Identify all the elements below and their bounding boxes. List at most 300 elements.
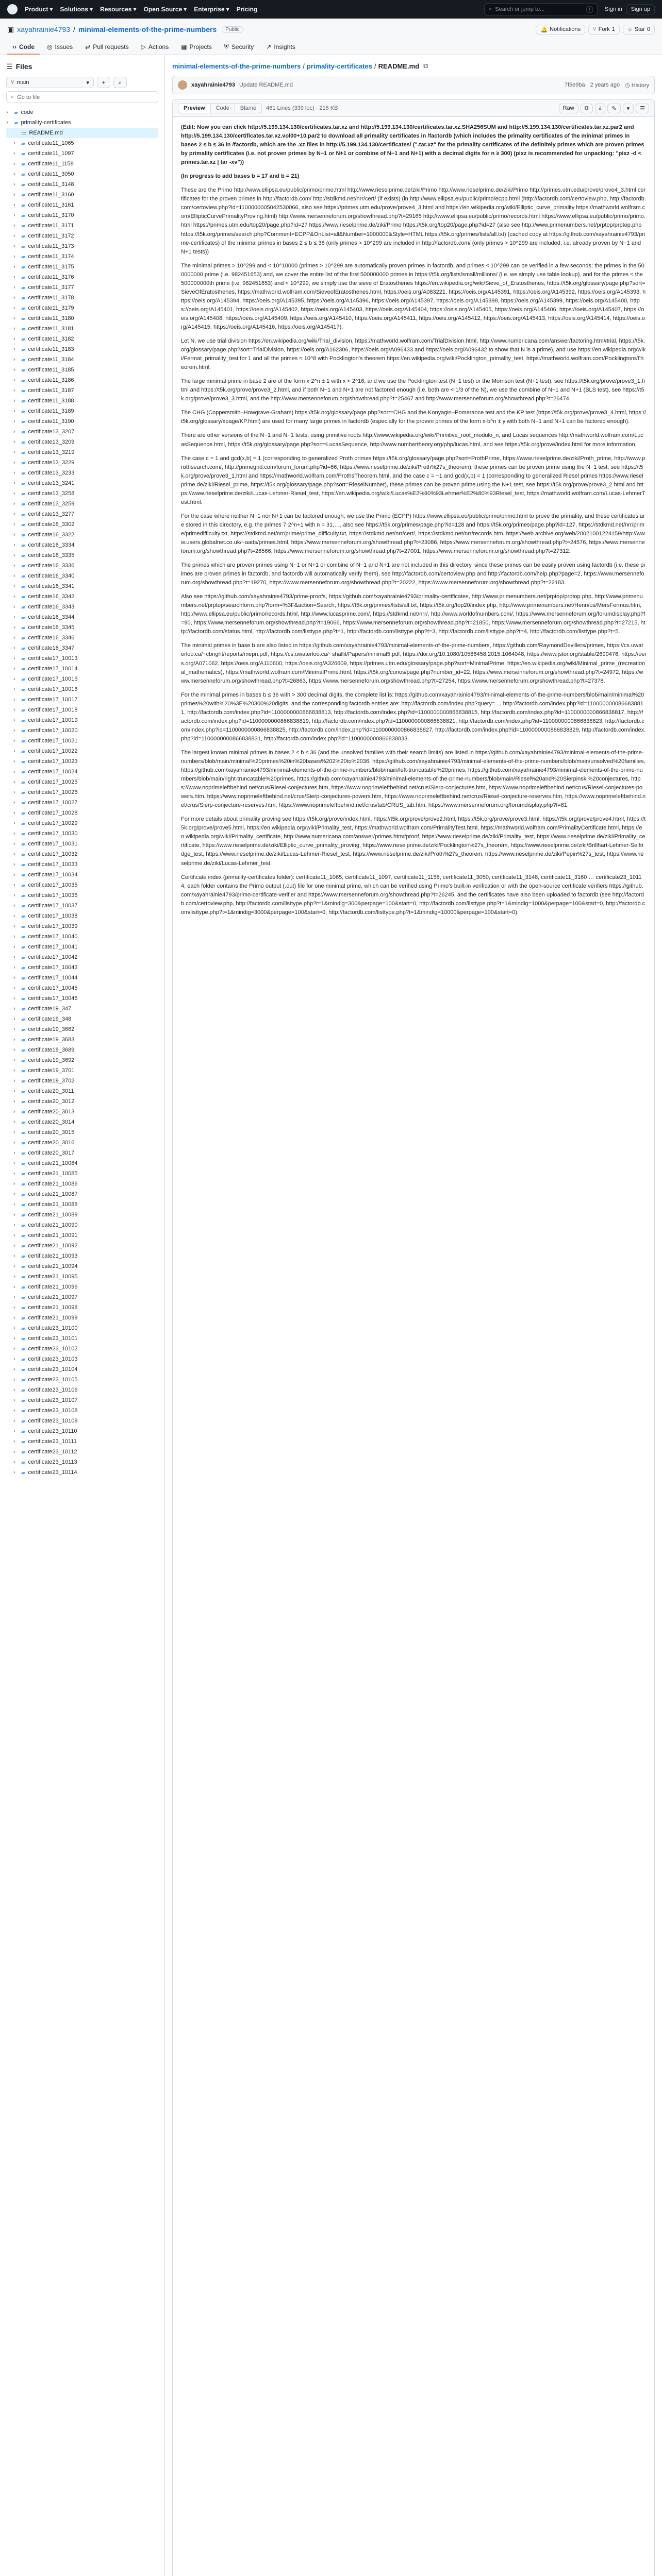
repo-tabs [7,39,655,55]
tree-item[interactable] [6,385,158,396]
chevron-right-icon: › [13,645,15,651]
tree-item[interactable] [6,1416,158,1426]
folder-icon: ▰ [21,655,26,662]
tree-item[interactable] [6,633,158,643]
tree-item[interactable] [6,509,158,519]
tree-item-label: certificate23_10104 [28,1366,78,1372]
tree-item[interactable] [6,396,158,406]
sidebar-collapse-icon[interactable]: ☰ [6,62,13,71]
chevron-right-icon: › [13,1387,15,1393]
tree-item[interactable] [6,1210,158,1220]
tree-item[interactable] [6,1302,158,1313]
tree-item[interactable] [6,777,158,787]
tree-item-label: certificate21_10092 [28,1243,78,1249]
tree-item[interactable] [6,1354,158,1364]
tree-item[interactable] [6,664,158,674]
folder-icon: ▰ [21,882,26,889]
chevron-right-icon: › [13,1284,15,1290]
chevron-right-icon: › [13,707,15,713]
tree-item-label: certificate16_3341 [28,583,75,589]
tree-item[interactable] [6,200,158,210]
commit-time: 2 years ago [590,81,620,88]
chevron-right-icon: › [13,604,15,610]
tree-item[interactable] [6,1138,158,1148]
chevron-right-icon: › [13,841,15,847]
folder-icon: ▰ [21,532,26,538]
chevron-right-icon: › [13,1263,15,1269]
chevron-right-icon: › [13,1129,15,1136]
tree-item-label: certificate17_10027 [28,800,78,806]
tree-item-label: certificate21_10088 [28,1201,78,1208]
chevron-right-icon: › [13,1067,15,1074]
chevron-right-icon: › [13,1191,15,1197]
tree-item[interactable] [6,251,158,262]
nav-pricing[interactable]: Pricing [236,6,258,13]
tree-item[interactable] [6,293,158,303]
tree-item[interactable] [6,798,158,808]
tab-insights[interactable]: ↗ Insights [266,43,295,50]
more-options-icon[interactable]: ▾ [623,104,634,113]
tree-item[interactable] [6,1024,158,1035]
sign-up-button[interactable]: Sign up [626,4,655,14]
tree-item-label: certificate23_10105 [28,1377,78,1383]
tree-item[interactable] [6,1148,158,1158]
chevron-right-icon: › [13,264,15,270]
file-meta: 461 Lines (339 loc) · 215 KB [266,105,338,111]
tree-item-label: certificate16_3342 [28,594,75,600]
breadcrumb-dir-link[interactable]: primality-certificates [306,62,372,70]
tree-item[interactable] [6,1241,158,1251]
tree-item[interactable] [6,1436,158,1447]
tree-item-label: certificate19_3689 [28,1047,75,1053]
tree-item[interactable] [6,591,158,602]
tree-item[interactable] [6,674,158,684]
folder-icon: ▰ [21,357,26,363]
tree-item[interactable] [6,839,158,849]
tree-item[interactable] [6,828,158,839]
files-title: Files [15,62,32,71]
tree-item[interactable] [6,210,158,221]
tree-item-label: certificate17_10039 [28,923,78,929]
tree-item[interactable] [6,354,158,365]
tree-item[interactable] [6,859,158,870]
tree-item-label: certificate21_10098 [28,1304,78,1311]
tree-item-label: certificate23_10113 [28,1459,77,1465]
tree-item[interactable] [6,437,158,447]
folder-icon: ▰ [21,212,26,219]
tree-item[interactable] [6,1364,158,1375]
tree-item[interactable] [6,447,158,457]
tree-item[interactable] [6,1447,158,1457]
tree-item[interactable] [6,221,158,231]
folder-icon: ▰ [21,346,26,353]
tab-projects[interactable]: ▦ Projects [181,43,212,50]
chevron-right-icon: › [13,1026,15,1032]
readme-paragraph: The largest known minimal primes in bases 2 ≤ b ≤ 36 (and the unsolved families with their search limits) are listed in https://github.com/xayahrainie4793/minimal-elements-of-the-prime-numbers/blob/main/minimal%20primes%20in%20bases%202%20to%2036, https://github.com/xayahrainie4793/minimal-elements-of-the-prime-numbers/blob/main/unsolved%20families, https://github.com/xayahrainie4793/minimal-elements-of-the-prime-numbers/blob/main/left-truncatable%20primes, https://github.com/xayahrainie4793/minimal-elements-of-the-prime-numbers/blob/main/right-truncatable%20primes, https://github.com/xayahrainie4793/minimal-elements-of-the-prime-numbers/blob/main/Riesel%20and%20Sierpinski%20conjectures, https://www.noprimeleftbehind.net/crus/Riesel-conjectures.htm, https://www.noprimeleftbehind.net/crus/Sierp-conjectures.htm, https://www.noprimeleftbehind.net/crus/Riesel-conjectures-powers.htm, https://www.noprimeleftbehind.net/crus/Sierp-conjectures-powers.htm, https://www.noprimeleftbehind.net/crus/Riesel-conjecture-reserves.htm, https://www.noprimeleftbehind.net/crus/Sierp-conjecture-reserves.htm, https://www.noprimeleftbehind.net/crus/tab/CRUS_tab.htm, https://www.mersenneforum.org/forumdisplay.php?f=81. [181,749,646,809]
tree-item[interactable] [6,1086,158,1096]
raw-button[interactable]: Raw [559,104,578,113]
tree-item[interactable] [6,499,158,509]
folder-icon: ▰ [21,1222,26,1229]
tree-item[interactable] [6,1272,158,1282]
chevron-right-icon: › [13,1469,15,1476]
tree-item[interactable] [6,952,158,962]
tree-item-label: certificate11_3187 [28,387,74,394]
chevron-right-icon: › [13,831,15,837]
tree-item[interactable] [6,1467,158,1478]
fork-button[interactable]: ⑂ Fork 1 [588,25,620,35]
download-icon[interactable]: ⤓ [595,104,606,113]
tree-item[interactable] [6,890,158,901]
tree-item[interactable] [6,1189,158,1199]
tree-item[interactable] [6,746,158,756]
folder-icon: ▰ [21,429,26,435]
tree-item-label: certificate11_3176 [28,274,74,280]
folder-icon: ▰ [21,1284,26,1291]
tree-item-label: certificate17_10013 [28,655,78,662]
tree-item[interactable] [6,1127,158,1138]
history-icon: ◷ [625,82,630,89]
tree-item[interactable] [6,1375,158,1385]
tree-item[interactable] [6,715,158,725]
tree-item-label: certificate11_3174 [28,253,74,260]
tree-item[interactable] [6,1035,158,1045]
tree-item[interactable] [6,179,158,190]
tree-item[interactable] [6,622,158,633]
chevron-right-icon: › [13,923,15,929]
tree-item[interactable] [6,169,158,179]
chevron-right-icon: › [13,1315,15,1321]
tree-item[interactable] [6,1004,158,1014]
tree-item[interactable] [6,1344,158,1354]
chevron-down-icon: ▾ [86,79,89,86]
tree-item[interactable] [6,756,158,767]
folder-icon: ▰ [21,697,26,703]
folder-icon: ▰ [21,1397,26,1404]
tree-item[interactable] [6,901,158,911]
chevron-right-icon: › [13,1140,15,1146]
tree-item[interactable] [6,973,158,983]
folder-icon: ▰ [21,1346,26,1352]
tree-item[interactable] [6,818,158,828]
branch-select[interactable]: ⑂ main ▾ [6,77,94,88]
branch-icon: ⑂ [11,79,14,86]
folder-icon: ▰ [21,563,26,569]
tree-item[interactable] [6,148,158,159]
chevron-right-icon: › [13,150,15,157]
folder-icon: ▰ [21,604,26,611]
tree-item[interactable] [6,416,158,427]
tree-item[interactable] [6,870,158,880]
readme-paragraph: Let N, we use trial division https://en.wikipedia.org/wiki/Trial_division, https://mathworld.wolfram.com/TrialDivision.html, http://www.numericana.com/answer/factoring.htm#trial, https://t5k.org/glossary/page.php?sort=TrialDivision, https://oeis.org/A162306, https://oeis.org/A096433 and https://oeis.org/A096432 to show that N is a prime), and use https://en.wikipedia.org/wiki/Fermat_primality_test for 1 and all the primes < 10^8 with Pocklington’s theorem https://en.wikipedia.org/wiki/Pocklington_primality_test, https://mathworld.wolfram.com/PocklingtonsTheorem.html. [181,338,646,371]
tree-item[interactable] [6,365,158,375]
graph-icon: ↗ [266,43,272,50]
readme-paragraph: These are the Primo http://www.ellipsa.eu/public/primo/primo.html http://www.rieselprime.de/ziki/Primo http://www.rieselprime.de/ziki/Primo http://primes.utm.edu/prove/prove4_3.html certificates for the proven primes in http://factordb.com/ http://stdkmd.net/nrr/cert/ (if exists) (in http://www.ellipsa.eu/public/primo/ecpp.html (http://factordb.com/certoview.php, http://factordb.com/certoview.php?id=1100000005042530066, also see https://primes.utm.edu/prove/prove4_3.html and https://en.wikipedia.org/wiki/Elliptic_curve_primality https://mathworld.wolfram.com/EllipticCurvePrimalityProving.html) http://www.mersenneforum.org/showthread.php?t=29165 http://www.ellipsa.eu/public/primo/records.html https://www.ellipsa.eu/public/primo/primo.html https://primes.utm.edu/top20/page.php?id=27 https://www.rieselprime.de/ziki/Primo https://t5k.org/top20/page.php?id=27 (also see http://www.primenumbers.net/prptop/prptop.php https://t5k.org/primes/search.php?Comment=ECPP&OnList=all&Number=1000000&Style=HTML https://t5k.org/primes/lists/all.txt) (cached copy at https://github.com/xayahrainie4793/prime-certificates) of the minimal primes in bases 2 ≤ b ≤ 36 (only primes > 10^299 are included in http://factordb.com/ (only primes > 10^299 are included, i.e. already proven by N−1 and N+1 tests)) [181,187,646,255]
tree-item-label: certificate23_10109 [28,1418,78,1424]
readme-paragraph: There are other versions of the N−1 and N+1 tests, using primitive roots http://www.wikipedia.org/wiki/Primitive_root_modulo_n, and Lucas sequences http://mathworld.wolfram.com/LucasSequence.html, https://t5k.org/glossary/page.php?sort=LucasSequence, http://www.numbertheory.org/php/lucas.html, and see https://t5k.org/prove/index.html for more information. [181,432,643,448]
folder-icon: ▰ [21,418,26,425]
chevron-right-icon: › [13,1212,15,1218]
tree-item-label: certificate11_3188 [28,398,74,404]
sign-in-link[interactable]: Sign in [605,6,622,12]
tree-item[interactable] [6,1426,158,1436]
tree-item[interactable] [6,488,158,499]
tree-item[interactable] [6,1457,158,1467]
tree-item[interactable] [6,705,158,715]
tree-item[interactable] [6,1199,158,1210]
readme-paragraph: The primes which are proven primes using N−1 or N+1 or combine of N−1 and N+1 are not included in this directory, since these primes can be easily proven using factordb (i.e. these primes are proven primes in factordb, and factordb will automatically verify them), see http://factordb.com/certoview.php and http://factordb.com/help.php?page=2, https://www.mersenneforum.org/showthread.php?t=19270, https://www.mersenneforum.org/showthread.php?t=20222, https://www.mersenneforum.org/showthread.php?t=22183. [181,562,646,586]
tree-item[interactable] [6,725,158,736]
tree-item[interactable] [6,138,158,148]
copy-raw-icon[interactable]: ⧉ [581,104,593,113]
tree-item[interactable] [6,334,158,344]
search-files-button[interactable] [113,77,127,88]
tree-item[interactable] [6,1333,158,1344]
tree-item[interactable] [6,117,158,128]
edit-icon[interactable]: ✎ [607,104,620,113]
preview-tab[interactable]: Preview [178,104,211,113]
code-tab[interactable]: Code [211,104,235,113]
tree-item[interactable] [6,962,158,973]
go-to-file-input[interactable]: ⌕ Go to file [6,91,158,103]
folder-icon: ▰ [21,439,26,446]
tree-item[interactable] [6,1045,158,1055]
tree-item[interactable] [6,643,158,653]
tree-item[interactable] [6,324,158,334]
breadcrumb-repo-link[interactable]: minimal-elements-of-the-prime-numbers [172,62,301,70]
tree-item[interactable] [6,787,158,798]
tree-item-label: certificate11_3183 [28,346,74,352]
repo-icon: ▣ [7,25,14,33]
tree-item[interactable] [6,457,158,468]
folder-icon: ▰ [21,140,26,147]
tree-item[interactable] [6,993,158,1004]
tree-item[interactable] [6,159,158,169]
tree-item[interactable] [6,911,158,921]
tree-item[interactable] [6,1117,158,1127]
tree-item[interactable] [6,931,158,942]
repo-header: ▣ xayahrainie4793 / minimal-elements-of-the-prime-numbers Public 🔔 Notifications ⑂ Fork 1 ☆ Star 0 ‹› Code ◎ Issues ⇄ Pull requests ▷ Actions ▦ Projects ⛨ Security ↗ Insights [0,19,662,55]
tree-item[interactable] [6,921,158,931]
chevron-down-icon: ▾ [226,6,229,13]
folder-icon: ▰ [21,583,26,590]
tree-item[interactable] [6,684,158,694]
chevron-right-icon: › [13,243,15,249]
tree-item-label: certificate21_10096 [28,1284,78,1290]
folder-icon: ▰ [21,305,26,312]
tree-item-label: certificate17_10044 [28,975,78,981]
tree-item[interactable] [6,478,158,488]
folder-icon: ▰ [21,1428,26,1435]
repo-owner-link[interactable]: xayahrainie4793 [17,25,70,33]
tab-issues[interactable]: ◎ Issues [47,43,73,50]
chevron-right-icon: › [13,1397,15,1403]
tree-item[interactable] [6,880,158,890]
tree-item[interactable] [6,1168,158,1179]
nav-enterprise[interactable]: Enterprise ▾ [194,6,229,13]
tree-item-label: certificate11_1097 [28,150,74,157]
folder-icon: ▰ [21,872,26,878]
tree-item[interactable] [6,808,158,818]
global-nav [25,6,257,13]
tree-item[interactable] [6,1323,158,1333]
chevron-right-icon: › [13,408,15,414]
history-button[interactable]: ◷ History [625,82,649,89]
tree-item[interactable] [6,1076,158,1086]
breadcrumb: minimal-elements-of-the-prime-numbers / primality-certificates / README.md ⧉ [172,62,428,70]
folder-icon: ▰ [21,892,26,899]
chevron-right-icon: › [13,295,15,301]
tab-actions[interactable]: ▷ Actions [141,43,169,50]
chevron-right-icon: › [13,563,15,569]
tree-item[interactable] [6,1096,158,1107]
chevron-right-icon: › [13,161,15,167]
chevron-right-icon: › [13,1181,15,1187]
readme-paragraph: The large minimal prime in base 2 are of the form x·2^n ± 1 with x < 2^16, and we use the Pocklington test (N−1 test) or the Morrison test (N+1 test), see https://t5k.org/prove/prove3_1.html and https://t5k.org/prove/prove3_2.html, and if both N−1 and N+1 are not factored enough (i.e. both are < 1/3 of the N), we use the combine of N−1 and N+1 (BLS test), see https://t5k.org/prove/prove3_3.html, and the http://www.mersenneforum.org/showthread.php?t=25467 and http://www.mersenneforum.org/showthread.php?t=26474. [181,378,646,402]
chevron-right-icon: › [13,800,15,806]
tree-item[interactable] [6,375,158,385]
tree-item[interactable] [6,1405,158,1416]
tree-item[interactable] [6,694,158,705]
folder-icon: ▰ [14,109,19,116]
chevron-right-icon: › [13,532,15,538]
tree-item[interactable] [6,1395,158,1405]
tree-item[interactable] [6,1230,158,1241]
folder-icon: ▰ [21,624,26,631]
tree-item[interactable] [6,849,158,859]
tree-item[interactable] [6,313,158,324]
nav-resources[interactable]: Resources ▾ [100,6,137,13]
tree-item[interactable] [6,530,158,540]
tree-item-label: primality-certificates [21,120,71,126]
tree-item[interactable] [6,1065,158,1076]
chevron-right-icon: › [13,439,15,445]
tree-item[interactable] [6,303,158,313]
tree-item[interactable] [6,427,158,437]
tree-item[interactable] [6,1179,158,1189]
tree-item[interactable] [6,612,158,622]
tree-item-label: certificate21_10094 [28,1263,78,1269]
folder-icon: ▰ [21,501,26,507]
tree-item[interactable] [6,1261,158,1272]
folder-icon: ▰ [21,995,26,1002]
search-icon: ⌕ [11,94,14,100]
tree-item[interactable] [6,241,158,251]
tree-item[interactable] [6,190,158,200]
chevron-down-icon: ▾ [90,6,93,13]
tree-item[interactable] [6,406,158,416]
folder-icon: ▰ [21,408,26,415]
tree-item[interactable] [6,581,158,591]
tree-item[interactable] [6,1251,158,1261]
tree-item[interactable] [6,1220,158,1230]
tree-item[interactable] [6,262,158,272]
chevron-right-icon: › [13,1047,15,1053]
add-file-button[interactable]: + [97,77,110,88]
tree-item[interactable] [6,519,158,530]
tree-item[interactable] [6,1282,158,1292]
tree-item[interactable] [6,942,158,952]
tree-item[interactable] [6,983,158,993]
global-search-input[interactable]: ⌕ Search or jump to... / [484,3,598,15]
tree-item-label: certificate19_3683 [28,1037,75,1043]
tab-pull-requests[interactable]: ⇄ Pull requests [85,43,129,50]
tree-item-label: certificate16_3344 [28,614,75,620]
tree-item[interactable] [6,272,158,282]
tree-item[interactable] [6,602,158,612]
tree-item[interactable] [6,1055,158,1065]
tree-item[interactable] [6,128,158,138]
tree-item[interactable] [6,736,158,746]
commit-author[interactable]: xayahrainie4793 [191,82,236,88]
tree-item[interactable] [6,540,158,550]
chevron-right-icon: › [13,872,15,878]
tree-item[interactable] [6,571,158,581]
star-button[interactable]: ☆ Star 0 [623,25,655,35]
tree-item[interactable] [6,468,158,478]
tree-item[interactable] [6,107,158,117]
github-logo-icon[interactable] [7,4,18,14]
tab-code[interactable]: ‹› Code [7,40,40,55]
tree-item[interactable] [6,282,158,293]
chevron-right-icon: › [6,120,8,126]
tree-item-label: certificate13_3277 [28,511,75,517]
nav-product[interactable]: Product ▾ [25,6,53,13]
tree-item[interactable] [6,344,158,354]
tree-item[interactable] [6,1158,158,1168]
folder-icon: ▰ [21,1212,26,1218]
folder-icon: ▰ [21,1263,26,1270]
folder-icon: ▰ [21,398,26,404]
copy-path-icon[interactable]: ⧉ [423,62,428,70]
outline-icon[interactable]: ☰ [636,104,649,113]
tree-item[interactable] [6,1385,158,1395]
avatar[interactable] [178,80,187,90]
tree-item[interactable] [6,231,158,241]
tree-item[interactable] [6,1313,158,1323]
commit-hash[interactable]: 7f5e9ba [564,81,585,88]
folder-icon: ▰ [21,676,26,683]
tree-item-label: certificate13_3258 [28,490,75,497]
folder-icon: ▰ [21,552,26,559]
notifications-button[interactable]: 🔔 Notifications [536,25,585,35]
folder-icon: ▰ [21,831,26,837]
tree-item-label: code [21,109,34,115]
tree-item[interactable] [6,1107,158,1117]
commit-message[interactable]: Update README.md [239,82,293,88]
repo-name-link[interactable]: minimal-elements-of-the-prime-numbers [78,25,217,33]
tab-security[interactable]: ⛨ Security [224,43,254,50]
tree-item[interactable] [6,767,158,777]
tree-item[interactable] [6,1292,158,1302]
nav-open-source[interactable]: Open Source ▾ [143,6,187,13]
folder-icon: ▰ [21,1150,26,1157]
tree-item[interactable] [6,653,158,664]
folder-icon: ▰ [21,789,26,796]
folder-icon: ▰ [21,192,26,198]
chevron-right-icon: › [13,913,15,919]
tree-item-label: certificate11_3189 [28,408,74,414]
chevron-right-icon: › [13,995,15,1002]
tree-item[interactable] [6,561,158,571]
blame-tab[interactable]: Blame [240,105,257,111]
chevron-right-icon: › [13,326,15,332]
nav-solutions[interactable]: Solutions ▾ [60,6,93,13]
tree-item[interactable] [6,1014,158,1024]
tree-item[interactable] [6,550,158,561]
folder-icon: ▰ [21,1098,26,1105]
tree-item-label: README.md [29,130,63,136]
